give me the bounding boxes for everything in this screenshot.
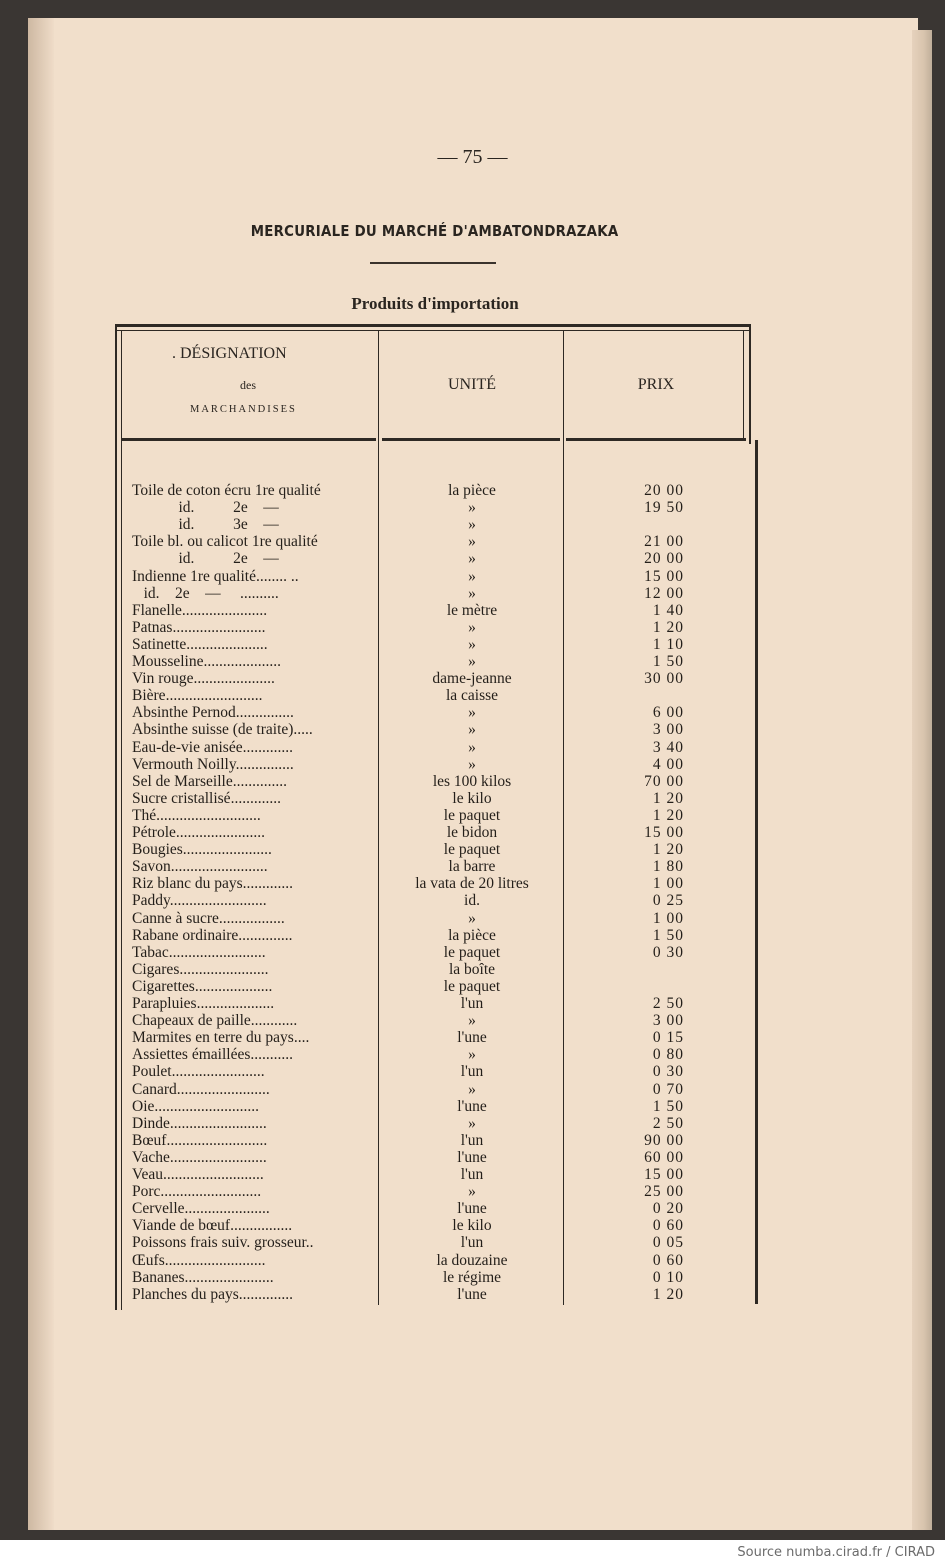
row-unit: l'une [457,1029,487,1047]
row-unit: » [468,584,476,602]
row-unit: » [468,499,476,517]
row-designation: Parapluies.................... [132,995,275,1012]
row-price: 1 50 [652,653,684,670]
header-rule-2 [382,438,560,441]
table-row [0,721,945,738]
table-top-rule [115,324,751,327]
row-price: 90 00 [644,1131,684,1149]
row-unit: l'un [460,1234,484,1252]
row-designation: Savon......................... [132,858,268,876]
row-unit: le paquet [443,806,501,824]
table-row [0,773,945,790]
row-designation: id. 2e — [132,499,279,517]
row-unit: la caisse [445,687,499,705]
row-price: 1 40 [652,601,684,619]
row-designation: Marmites en terre du pays.... [132,1029,310,1047]
row-unit: id. [464,892,480,910]
row-price: 1 20 [652,806,684,824]
row-price: 12 00 [644,584,684,602]
row-price: 1 20 [652,618,684,636]
row-designation: Cigares....................... [132,960,269,978]
row-designation: Viande de bœuf................ [132,1217,293,1235]
row-designation: Bougies....................... [132,841,272,859]
row-unit: » [468,550,476,568]
row-unit: » [468,516,476,534]
table-row [0,1286,945,1303]
row-unit: l'une [457,1200,487,1218]
table-row [0,1166,945,1183]
row-price: 1 00 [652,909,684,927]
row-price: 0 05 [652,1234,684,1252]
table-row [0,482,945,499]
table-row [0,927,945,944]
row-price: 1 20 [652,841,684,859]
row-designation: Indienne 1re qualité........ .. [132,567,299,585]
row-designation: Poulet........................ [132,1063,265,1081]
row-designation: Sel de Marseille.............. [132,772,287,790]
row-price: 3 00 [652,721,684,739]
table-row [0,704,945,721]
table-row [0,533,945,550]
header-price: PRIX [637,376,675,393]
row-designation: Vin rouge..................... [132,670,275,688]
row-unit: » [468,704,476,722]
row-price: 3 40 [652,738,684,756]
table-row [0,670,945,687]
row-price: 70 00 [644,772,684,790]
row-price: 25 00 [644,1183,684,1201]
table-row [0,1183,945,1200]
row-price: 0 10 [652,1268,684,1286]
table-row [0,875,945,892]
row-unit: la barre [448,858,496,876]
table-row [0,568,945,585]
row-price: 0 25 [652,892,684,910]
row-designation: Paddy......................... [132,892,267,910]
row-unit: l'un [460,1166,484,1183]
table-row [0,499,945,516]
row-unit: » [468,533,476,551]
table-row [0,1029,945,1046]
row-designation: id. 2e — [132,550,279,568]
table-row [0,1098,945,1115]
header-rule-3 [566,438,746,441]
row-designation: Bœuf.......................... [132,1131,268,1149]
table-row [0,687,945,704]
row-designation: Oie........................... [132,1097,260,1115]
row-price: 0 60 [652,1217,684,1235]
row-designation: Vache......................... [132,1148,267,1166]
row-unit: le paquet [443,943,501,961]
row-designation: Tabac......................... [132,943,266,961]
row-designation: Canne à sucre................. [132,909,285,927]
table-row [0,1081,945,1098]
row-price: 15 00 [644,567,684,585]
row-price: 3 00 [652,1012,684,1030]
table-row [0,1046,945,1063]
row-designation: Absinthe suisse (de traite)..... [132,721,313,739]
table-row [0,550,945,567]
row-price: 30 00 [644,670,684,688]
row-unit: le régime [442,1268,502,1286]
page-number: — 75 — [437,146,508,168]
row-price: 21 00 [644,533,684,551]
row-designation: Poissons frais suiv. grosseur.. [132,1234,314,1252]
table-row [0,653,945,670]
table-row [0,516,945,533]
row-price: 19 50 [644,499,684,517]
table-top-rule-thin [115,330,751,331]
table-row [0,756,945,773]
row-unit: le kilo [452,1217,492,1235]
row-price: 2 50 [652,1114,684,1132]
row-price: 0 30 [652,1063,684,1081]
row-designation: Cigarettes.................... [132,977,273,995]
row-designation: Porc.......................... [132,1183,262,1201]
table-row [0,910,945,927]
row-unit: le kilo [452,789,492,807]
row-designation: Absinthe Pernod............... [132,704,294,722]
row-designation: Riz blanc du pays............. [132,875,294,893]
row-unit: l'un [460,995,484,1012]
header-unit: UNITÉ [448,376,496,393]
row-price: 20 00 [644,482,684,499]
row-unit: » [468,1046,476,1064]
section-subtitle: Produits d'importation [351,294,519,313]
row-unit: l'une [457,1097,487,1115]
row-unit: » [468,1080,476,1098]
table-row [0,1217,945,1234]
row-price: 0 60 [652,1251,684,1269]
table-row [0,1012,945,1029]
row-unit: » [468,738,476,756]
row-designation: Œufs.......................... [132,1251,266,1269]
header-designation-des: des [240,378,256,392]
row-price: 0 20 [652,1200,684,1218]
row-designation: Chapeaux de paille............ [132,1012,298,1030]
row-price: 0 15 [652,1029,684,1047]
row-unit: les 100 kilos [432,772,512,790]
table-row [0,636,945,653]
row-price: 1 00 [652,875,684,893]
page-title: MERCURIALE DU MARCHÉ D'AMBATONDRAZAKA [250,222,619,240]
row-designation: id. 3e — [132,516,279,534]
row-unit: la pièce [448,926,496,944]
row-designation: Eau-de-vie anisée............. [132,738,293,756]
table-row [0,841,945,858]
row-unit: » [468,909,476,927]
row-unit: l'une [457,1148,487,1166]
row-unit: » [468,1114,476,1132]
table-row [0,1063,945,1080]
row-designation: Bière......................... [132,687,263,705]
row-designation: Canard........................ [132,1080,270,1098]
row-designation: Toile de coton écru 1re qualité [132,482,321,499]
table-row [0,602,945,619]
table-row [0,790,945,807]
row-designation: Dinde......................... [132,1114,267,1132]
table-row [0,1115,945,1132]
row-unit: le mètre [446,601,498,619]
row-unit: » [468,721,476,739]
row-unit: » [468,567,476,585]
row-unit: » [468,755,476,773]
table-row [0,1200,945,1217]
table-row [0,824,945,841]
row-price: 1 50 [652,1097,684,1115]
row-designation: Rabane ordinaire.............. [132,926,293,944]
table-row [0,892,945,909]
table-row [0,619,945,636]
row-unit: » [468,618,476,636]
row-price: 15 00 [644,824,684,841]
row-price: 1 80 [652,858,684,876]
row-price: 0 30 [652,943,684,961]
row-designation: Flanelle...................... [132,601,268,619]
table-row [0,739,945,756]
row-price: 1 20 [652,789,684,807]
row-price: 0 80 [652,1046,684,1064]
table-row [0,807,945,824]
row-designation: Satinette..................... [132,635,268,653]
row-price: 15 00 [644,1166,684,1183]
row-price: 1 10 [652,635,684,653]
table-row [0,1234,945,1251]
title-rule [370,262,496,264]
row-designation: Sucre cristallisé............. [132,789,281,807]
header-designation-marchandises: MARCHANDISES [190,404,297,415]
header-designation: . DÉSIGNATION [172,345,287,362]
row-unit: l'un [460,1131,484,1149]
row-unit: dame-jeanne [432,670,512,688]
table-row [0,1132,945,1149]
row-designation: Thé........................... [132,806,261,824]
row-designation: Planches du pays.............. [132,1285,294,1303]
row-designation: Bananes....................... [132,1268,274,1286]
table-right-border-outer [749,324,751,444]
table-row [0,944,945,961]
table-row [0,858,945,875]
table-row [0,978,945,995]
row-unit: » [468,635,476,653]
row-price: 20 00 [644,550,684,568]
row-unit: » [468,1183,476,1201]
table-row [0,1149,945,1166]
table-row [0,995,945,1012]
row-price: 2 50 [652,995,684,1012]
row-price: 0 70 [652,1080,684,1098]
row-price: 1 50 [652,926,684,944]
row-unit: le paquet [443,977,501,995]
table-row [0,1269,945,1286]
row-unit: la boîte [448,960,496,978]
row-unit: la douzaine [436,1251,508,1269]
table-row [0,1252,945,1269]
row-unit: l'un [460,1063,484,1081]
row-unit: la pièce [448,482,496,499]
row-unit: le paquet [443,841,501,859]
row-unit: la vata de 20 litres [415,875,529,893]
row-designation: Patnas........................ [132,618,266,636]
table-row [0,961,945,978]
row-unit: l'une [457,1285,487,1303]
row-designation: Veau.......................... [132,1166,264,1183]
row-designation: Cervelle...................... [132,1200,270,1218]
row-price: 60 00 [644,1148,684,1166]
row-designation: Assiettes émaillées........... [132,1046,293,1064]
row-designation: Toile bl. ou calicot 1re qualité [132,533,318,551]
row-price: 6 00 [652,704,684,722]
row-designation: Mousseline.................... [132,653,281,670]
row-unit: » [468,653,476,670]
row-designation: id. 2e — .......... [132,584,279,602]
row-designation: Pétrole....................... [132,824,266,841]
row-price: 1 20 [652,1285,684,1303]
row-unit: le bidon [446,824,498,841]
row-price: 4 00 [652,755,684,773]
source-credit: Source numba.cirad.fr / CIRAD [737,1545,935,1560]
row-unit: » [468,1012,476,1030]
row-designation: Vermouth Noilly............... [132,755,294,773]
table-row [0,585,945,602]
header-rule-1 [122,438,376,441]
